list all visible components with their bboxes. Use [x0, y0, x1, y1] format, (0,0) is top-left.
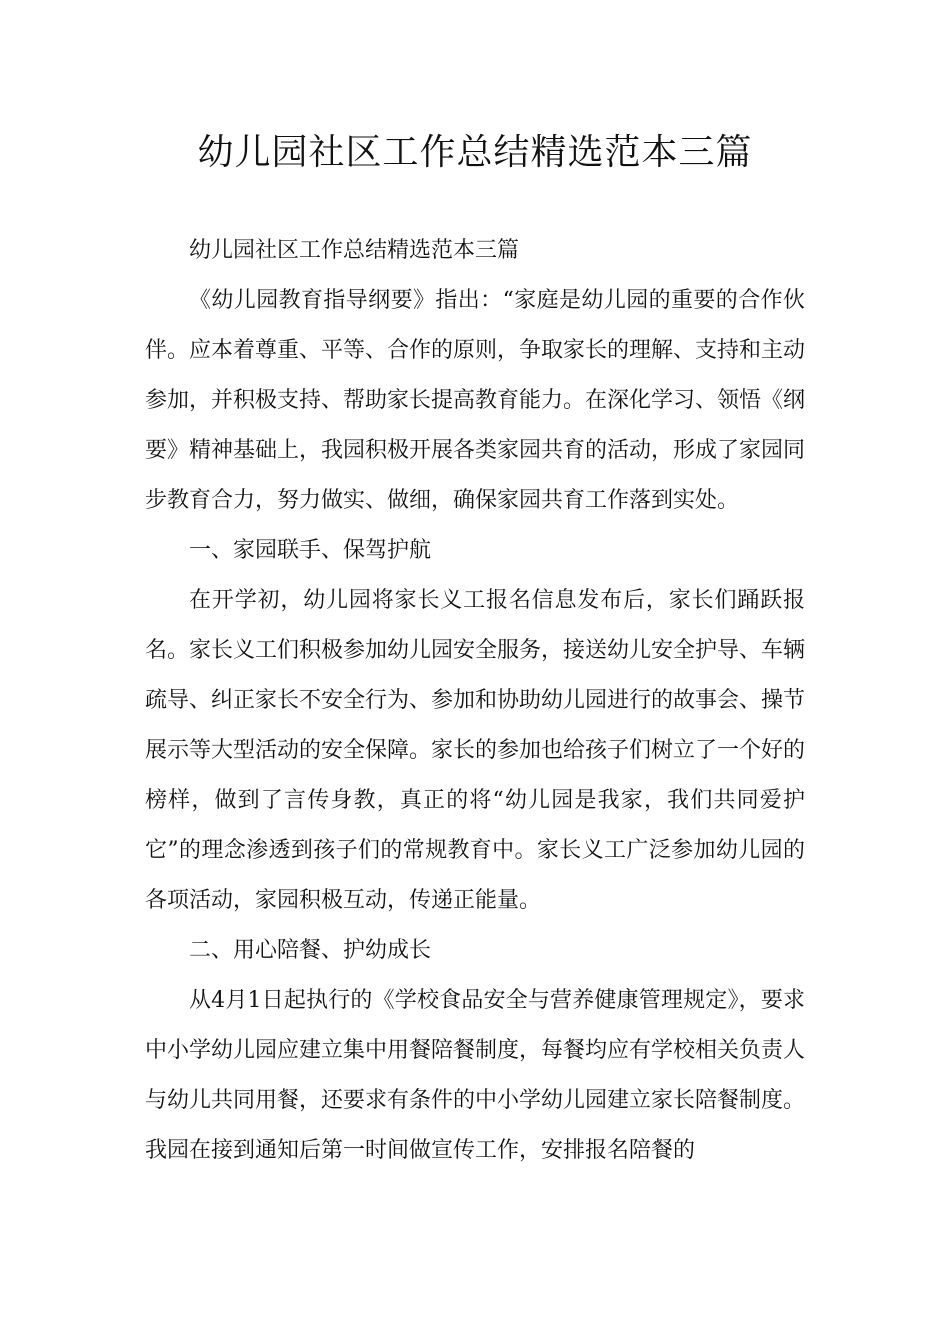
intro-paragraph: 《幼儿园教育指导纲要》指出：“家庭是幼儿园的重要的合作伙伴。应本着尊重、平等、合作的原则，争取家长的理解、支持和主动参加，并积极支持、帮助家长提高教育能力。在深化学习、领悟《纲要》精神基础上，我园积极开展各类家园共育的活动，形成了家园同步教育合力，努力做实、做细，确保家园共育工作落到实处。	[145, 288, 806, 513]
document-body	[145, 226, 805, 1176]
section-heading-2: 二、用心陪餐、护幼成长	[189, 938, 432, 963]
section-2-paragraph: 从4月1日起执行的《学校食品安全与营养健康管理规定》，要求中小学幼儿园应建立集中用餐陪餐制度，每餐均应有学校相关负责人与幼儿共同用餐，还要求有条件的中小学幼儿园建立家长陪餐制度。我园在接到通知后第一时间做宣传工作，安排报名陪餐的	[145, 988, 806, 1163]
section-heading-1: 一、家园联手、保驾护航	[189, 538, 432, 563]
section-1-paragraph: 在开学初，幼儿园将家长义工报名信息发布后，家长们踊跃报名。家长义工们积极参加幼儿园安全服务，接送幼儿安全护导、车辆疏导、纠正家长不安全行为、参加和协助幼儿园进行的故事会、操节展示等大型活动的安全保障。家长的参加也给孩子们树立了一个好的榜样，做到了言传身教，真正的将“幼儿园是我家，我们共同爱护它”的理念渗透到孩子们的常规教育中。家长义工广泛参加幼儿园的各项活动，家园积极互动，传递正能量。	[145, 588, 806, 913]
document-title: 幼儿园社区工作总结精选范本三篇	[197, 132, 753, 173]
subtitle-paragraph: 幼儿园社区工作总结精选范本三篇	[189, 238, 520, 263]
